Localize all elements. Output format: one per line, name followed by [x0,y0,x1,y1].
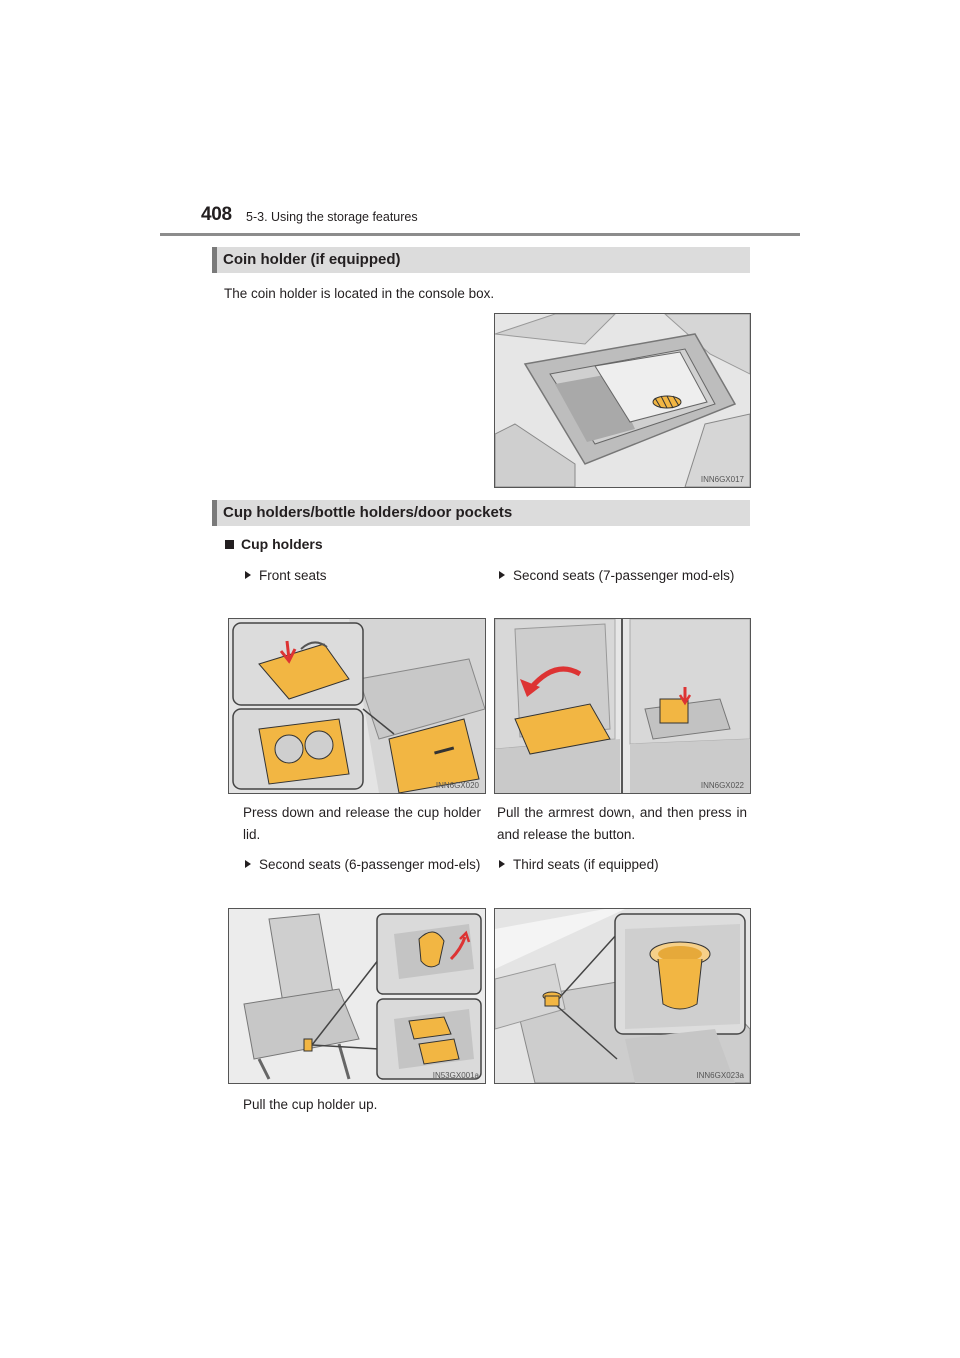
section-header-cup-holders [212,500,750,526]
third-row-cup-holder-illustration [495,909,750,1083]
figure-code: INN6GX023a [696,1071,744,1080]
front-cup-holder-illustration [229,619,485,793]
subheading-text: Cup holders [241,536,323,552]
section-title: Cup holders/bottle holders/door pockets [223,504,513,521]
front-seats-figure [228,618,486,794]
seat-cup-holder-illustration [229,909,485,1083]
second-seats-6-figure [228,908,486,1084]
figure-code: INN6GX020 [435,781,479,790]
item-label-second-seats-6 [245,854,481,875]
item-label-third-seats [499,854,659,875]
third-seats-figure [494,908,751,1084]
figure-code: INN6GX017 [700,475,744,484]
page-number: 408 [201,204,232,225]
item-label-text: Second seats (7-passenger mod-els) [513,568,735,583]
triangle-bullet-icon [499,860,505,868]
item-label-second-seats-7 [499,565,747,586]
triangle-bullet-icon [245,571,251,579]
header-rule [160,233,800,236]
section-accent [212,500,217,526]
section-title: Coin holder (if equipped) [223,251,401,268]
chapter-title: 5-3. Using the storage features [246,210,418,224]
item-label-text: Front seats [259,568,327,583]
console-box-illustration [495,314,750,487]
figure-code: INN6GX022 [700,781,744,790]
item-label-text: Second seats (6-passenger mod-els) [259,857,481,872]
coin-holder-figure [494,313,751,488]
coin-stack-icon [653,396,681,408]
triangle-bullet-icon [245,860,251,868]
second-seats-7-figure [494,618,751,794]
coin-holder-text: The coin holder is located in the console box. [224,286,495,301]
caption-second-seats-7: Pull the armrest down, and then press in and release the button. [497,805,747,842]
caption-front-seats: Press down and release the cup holder lid. [243,805,481,842]
section-accent [212,247,217,273]
item-label-front-seats [245,565,327,586]
square-bullet-icon [225,540,234,549]
armrest-cup-holder-illustration [495,619,750,793]
subheading-cup-holders [225,536,323,552]
section-header-coin-holder [212,247,750,273]
figure-code: IN53GX001a [432,1071,479,1080]
triangle-bullet-icon [499,571,505,579]
caption-second-seats-6: Pull the cup holder up. [243,1097,378,1112]
item-label-text: Third seats (if equipped) [513,857,659,872]
